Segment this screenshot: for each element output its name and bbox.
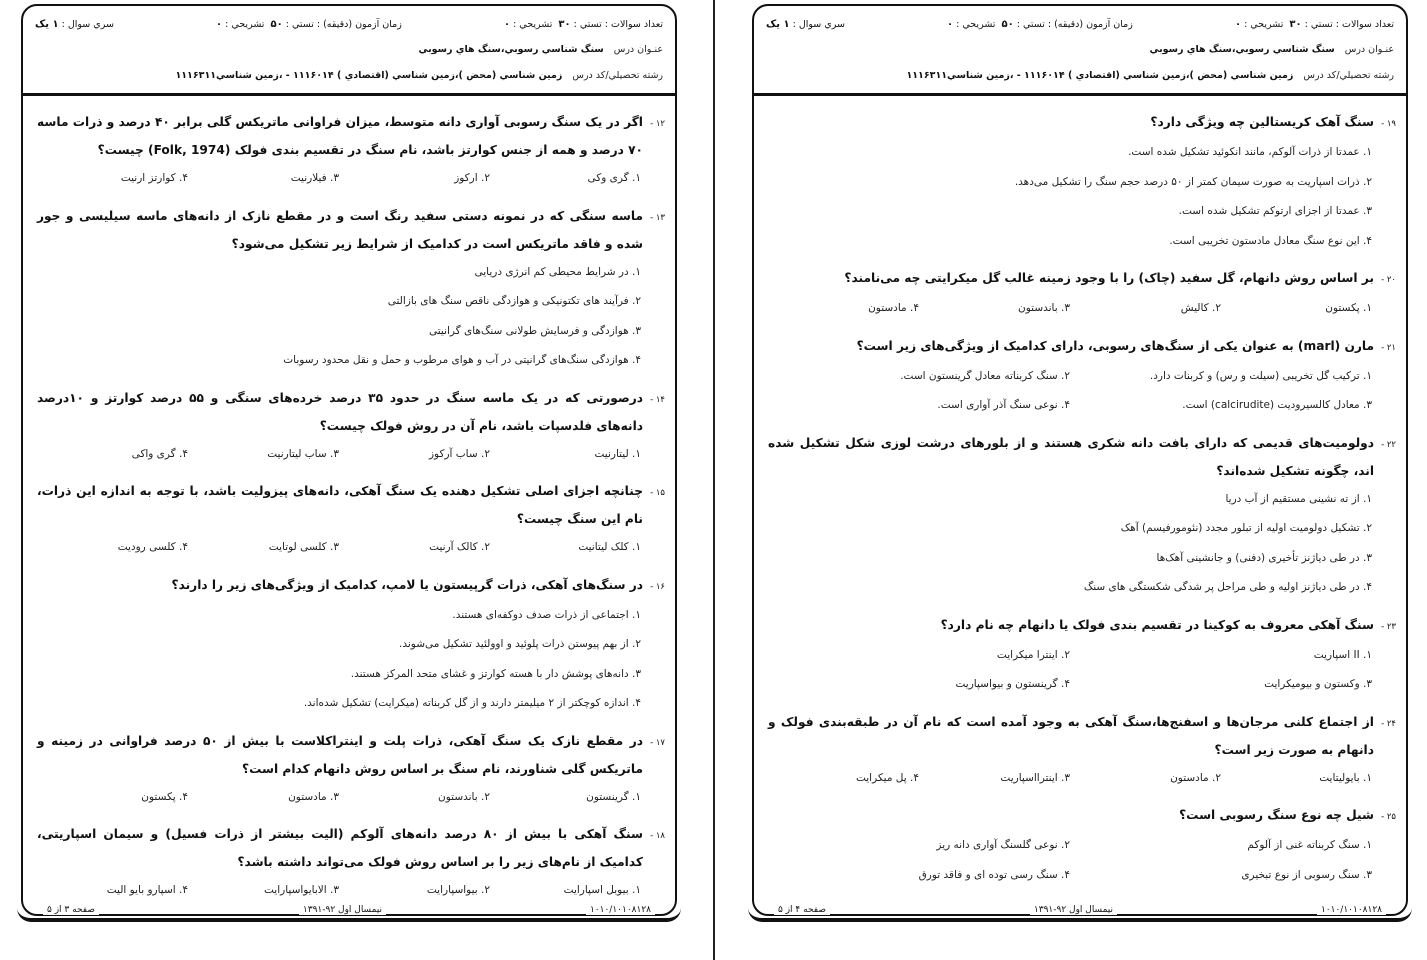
answer-options <box>768 362 1396 421</box>
answer-option[interactable]: ۲. ساب آرکوز <box>428 447 490 460</box>
question-item <box>37 820 665 906</box>
question-text: در سنگ‌های آهکی، ذرات گرپيستون يا لامپ، کداميک از ويژگی‌های زير را دارند؟ <box>171 577 643 592</box>
page-divider <box>713 0 715 960</box>
question-text: سنگ آهک کريستالين چه ويژگی دارد؟ <box>1150 115 1374 129</box>
question-text: بر اساس روش دانهام، گل سفيد (چاک) را با وجود زمينه غالب گل ميکرايتی چه می‌نامند؟ <box>844 271 1374 285</box>
answer-option[interactable]: ۱. اجتماعی از ذرات صدف دوکفه‌ای هستند. <box>452 608 641 621</box>
question-stem <box>768 708 1396 764</box>
header-row-counts <box>35 18 663 32</box>
question-text: مارن (marl) به عنوان يکی از سنگ‌های رسوبی، دارای کداميک از ويژگی‌های زير است؟ <box>856 338 1374 353</box>
question-text: سنگ آهکی با بيش از ۸۰ درصد دانه‌های آلوکم (اليت بيشتر از ذرات فسيل) و سيمان اسپاريتی، کداميک از نام‌های زير را بر اساس روش فولک می‌تواند داشته باشد؟ <box>37 827 643 869</box>
question-item <box>768 429 1396 603</box>
question-stem <box>37 477 665 533</box>
answer-option[interactable]: ۲. سنگ کربناته معادل گرينستون است. <box>900 369 1070 382</box>
question-stem <box>37 571 665 601</box>
answer-option[interactable]: ۳. اينترااسپاريت <box>1000 771 1070 784</box>
answer-option[interactable]: ۲. فرآيند های تکتونيکی و هوازدگی ناقص سنگ های بازالتی <box>387 295 641 307</box>
question-series: سري سوال : ۱ يک <box>766 19 845 30</box>
question-item <box>37 477 665 563</box>
page-footer <box>43 903 655 917</box>
answer-option[interactable]: ۳. فيلارنيت <box>290 172 339 184</box>
answer-options <box>37 533 665 563</box>
question-number: ۲۱ - <box>1381 342 1396 353</box>
answer-options <box>37 164 665 194</box>
answer-option[interactable]: ۱. کلک ليتانيت <box>578 541 641 553</box>
question-number: ۱۸ - <box>650 831 665 841</box>
question-text: چنانچه اجزای اصلی تشکيل دهنده يک سنگ آهکی، دانه‌های پيزوليت باشد، با توجه به اندازه اين ذرات، نام اين سنگ چيست؟ <box>37 484 643 526</box>
question-item <box>37 571 665 719</box>
answer-options <box>37 601 665 719</box>
question-item <box>768 611 1396 700</box>
question-text: اگر در يک سنگ رسوبی آواری دانه متوسط، ميزان فراوانی ماتريکس گلی برابر ۴۰ درصد و ذرات ماسه ۷۰ درصد و همه از جنس کوارتز باشد، نام سنگ در تقسيم بندی فولک (Folk, 1974) چيست؟ <box>37 115 643 157</box>
question-number: ۲۳ - <box>1381 621 1396 632</box>
answer-option[interactable]: ۱. از ته نشينی مستقيم از آب دريا <box>1225 492 1372 505</box>
answer-option[interactable]: ۲. باندستون <box>438 790 490 803</box>
question-number: ۲۵ - <box>1381 812 1396 822</box>
answer-option[interactable]: ۱. بايولیتايت <box>1319 771 1372 784</box>
question-number: ۱۳ - <box>650 212 665 223</box>
header-field: رشته تحصيلي/کد درس زمين شناسي (محض )،زمين شناسي (اقتصادي ) ۱۱۱۶۰۱۴ - ،زمين شناسي۱۱۱۶۳۱۱ <box>906 70 1394 81</box>
answer-option[interactable]: ۴. کلسی روديت <box>117 541 188 553</box>
question-number: ۱۹ - <box>1381 119 1396 129</box>
question-item <box>768 708 1396 794</box>
question-count: تعداد سوالات : تستي : ۳۰ تشريحي : ۰ <box>1234 19 1394 30</box>
question-item <box>37 108 665 194</box>
answer-option[interactable]: ۳. هوازدگی و فرسايش طولانی سنگ‌های گرانيتی <box>428 324 641 337</box>
page-footer <box>774 903 1386 917</box>
answer-option[interactable]: ۳. کلسی لوتايت <box>268 541 339 553</box>
answer-options <box>37 876 665 906</box>
question-number: ۲۰ - <box>1381 275 1396 285</box>
answer-option[interactable]: ۱. در شرايط محيطی کم انرژی دريايی <box>474 265 641 278</box>
questions-list <box>23 102 675 894</box>
answer-option[interactable]: ۴. گری واکی <box>131 447 188 460</box>
answer-option[interactable]: ۲. از بهم پيوستن ذرات پلوئيد و اوولئيد تشکيل می‌شوند. <box>399 638 641 650</box>
answer-option[interactable]: ۴. هوازدگی سنگ‌های گرانيتی در آب و هوای مرطوب و حمل و نقل محدود رسوبات <box>283 354 641 366</box>
answer-options <box>768 831 1396 890</box>
question-item <box>768 332 1396 421</box>
question-number: ۱۷ - <box>650 737 665 748</box>
answer-options <box>768 294 1396 324</box>
question-number: ۲۴ - <box>1381 718 1396 729</box>
answer-option[interactable]: ۲. بيواسپارايت <box>426 884 490 896</box>
answer-option[interactable]: ۴. کوارتز ارنيت <box>120 172 188 184</box>
answer-option[interactable]: ۳. عمدتا از اجزای ارتوکم تشکيل شده است. <box>1178 205 1372 217</box>
question-text: درصورتی که در يک ماسه سنگ در حدود ۳۵ درصد خرده‌های سنگی و ۵۵ درصد کوارتز و ۱۰درصد دانه‌های فلدسپات باشد، نام آن در روش فولک چيست؟ <box>37 390 643 433</box>
answer-option[interactable]: ۱. سنگ کربناته غنی از آلوکم <box>1247 839 1372 851</box>
question-text: ماسه سنگی که در نمونه دستی سفيد رنگ است و در مقطع نازک از دانه‌های ماسه سيليسی و جور شده و فاقد ماتريکس است در کداميک از شرايط زير تشکيل می‌شود؟ <box>37 208 643 251</box>
answer-option[interactable]: ۳. معادل کالسيروديت (calcirudite) است. <box>1182 399 1372 411</box>
answer-option[interactable]: ۳. سنگ رسوبی از نوع تبخيری <box>1241 868 1372 881</box>
questions-list <box>754 102 1406 894</box>
page-header <box>23 6 675 96</box>
answer-option[interactable]: ۱. گرينستون <box>586 790 641 803</box>
exam-time: زمان آزمون (دقيقه) : تستي : ۵۰ تشريحي : ۰ <box>216 19 402 30</box>
answer-options <box>768 138 1396 256</box>
answer-options <box>768 485 1396 603</box>
answer-option[interactable]: ۳. دانه‌های پوشش دار با هسته کوارتز و غشای متحد المرکز هستند. <box>350 667 641 680</box>
answer-option[interactable]: ۴. نوعی سنگ آذر آواری است. <box>937 399 1070 411</box>
question-number: ۱۶ - <box>650 581 665 592</box>
question-stem <box>768 264 1396 294</box>
question-text: دولوميت‌های قديمی که دارای بافت دانه شکری هستند و از بلورهای درشت لوزی شکل تشکيل شده اند، چگونه تشکيل شده‌اند؟ <box>768 435 1374 478</box>
question-stem <box>37 108 665 164</box>
question-number: ۱۴ - <box>650 394 665 405</box>
question-item <box>37 384 665 470</box>
header-course: عنـوان درس سنگ شناسي رسوبي،سنگ هاي رسوبي <box>418 44 663 55</box>
answer-option[interactable]: ۲. ارکوز <box>454 172 490 184</box>
question-series: سري سوال : ۱ يک <box>35 19 114 30</box>
answer-option[interactable]: ۱. II اسپاريت <box>1313 648 1372 661</box>
answer-option[interactable]: ۱. گری وکی <box>587 172 641 184</box>
answer-option[interactable]: ۳. ساب ليتارنيت <box>267 447 339 460</box>
question-number: ۱۲ - <box>650 119 665 129</box>
answer-options <box>37 258 665 376</box>
answer-option[interactable]: ۱. پکستون <box>1325 302 1372 314</box>
answer-option[interactable]: ۳. در طی دیاژنز تأخیری (دفنی) و جانشینی آهک‌ها <box>1156 551 1372 564</box>
page-number: صفحه ۴ از ۵ <box>774 905 830 915</box>
answer-option[interactable]: ۱. ليتارنيت <box>594 447 641 460</box>
answer-options <box>768 764 1396 794</box>
exam-page-4 <box>752 4 1408 916</box>
page-number: صفحه ۳ از ۵ <box>43 905 99 915</box>
question-stem <box>37 820 665 876</box>
answer-option[interactable]: ۱. ترکيب گل تخريبی (سيلت و رس) و کربنات دارد. <box>1149 369 1372 382</box>
answer-options <box>768 641 1396 700</box>
exam-term: نيمسال اول ۹۲-۱۳۹۱ <box>1030 905 1117 915</box>
answer-option[interactable]: ۱. بيوبل اسپارايت <box>563 884 641 896</box>
question-item <box>768 801 1396 890</box>
question-text: از اجتماع کلنی مرجان‌ها و اسفنج‌ها،سنگ آهکی به وجود آمده است که نام آن در طبقه‌بندی فولک و دانهام به صورت زير است؟ <box>768 714 1374 757</box>
answer-option[interactable]: ۲. کاليش <box>1180 302 1221 314</box>
answer-option[interactable]: ۳. مادستون <box>288 790 339 803</box>
question-stem <box>768 108 1396 138</box>
answer-option[interactable]: ۲. نوعی گلسنگ آواری دانه ريز <box>936 839 1070 851</box>
question-text: در مقطع نازک يک سنگ آهکی، ذرات پلت و اينتراکلاست با بيش از ۵۰ درصد فراوانی در زمينه و ماتريکس گلی شناورند، نام سنگ بر اساس روش دانهام کدام است؟ <box>37 733 643 776</box>
question-item <box>768 264 1396 324</box>
question-stem <box>37 384 665 440</box>
question-count: تعداد سوالات : تستي : ۳۰ تشريحي : ۰ <box>503 19 663 30</box>
answer-option[interactable]: ۴. گرينستون و بيواسپاريت <box>955 678 1070 690</box>
answer-option[interactable]: ۲. ذرات اسپاريت به صورت سيمان کمتر از ۵۰ درصد حجم سنگ را تشکيل می‌دهد. <box>1014 175 1372 188</box>
question-stem <box>37 202 665 258</box>
exam-code: ۱۰۱۰/۱۰۱۰۸۱۲۸ <box>1317 905 1386 915</box>
question-text: شيل چه نوع سنگ رسوبی است؟ <box>1179 808 1374 822</box>
question-item <box>768 108 1396 256</box>
answer-option[interactable]: ۴. اين نوع سنگ معادل مادستون تخريبی است. <box>1169 234 1372 247</box>
answer-option[interactable]: ۴. پل ميکرايت <box>855 771 919 784</box>
answer-option[interactable]: ۲. تشکيل دولوميت اوليه از تبلور مجدد (نئومورفيسم) آهک <box>1120 522 1372 534</box>
question-number: ۱۵ - <box>650 488 665 498</box>
answer-options <box>37 783 665 813</box>
question-item <box>37 727 665 813</box>
header-course: عنـوان درس سنگ شناسي رسوبي،سنگ هاي رسوبي <box>1149 44 1394 55</box>
question-stem <box>768 611 1396 641</box>
question-item <box>37 202 665 376</box>
answer-option[interactable]: ۲. اينترا ميکرايت <box>996 648 1070 661</box>
question-stem <box>768 332 1396 362</box>
question-number: ۲۲ - <box>1381 439 1396 450</box>
answer-option[interactable]: ۲. کالک آرنيت <box>429 541 490 553</box>
exam-time: زمان آزمون (دقيقه) : تستي : ۵۰ تشريحي : ۰ <box>947 19 1133 30</box>
answer-option[interactable]: ۴. اسپارو بايو اليت <box>106 884 188 896</box>
exam-term: نيمسال اول ۹۲-۱۳۹۱ <box>299 905 386 915</box>
answer-option[interactable]: ۲. مادستون <box>1170 771 1221 784</box>
answer-option[interactable]: ۴. سنگ رسی توده ای و فاقد تورق <box>918 868 1070 881</box>
page-header <box>754 6 1406 96</box>
exam-code: ۱۰۱۰/۱۰۱۰۸۱۲۸ <box>586 905 655 915</box>
exam-page-3 <box>21 4 677 916</box>
answer-option[interactable]: ۴. در طی دیاژنز اوليه و طی مراحل پر شدگی شکستگی های سنگ <box>1083 581 1372 593</box>
answer-option[interactable]: ۳. باندستون <box>1018 302 1070 314</box>
question-stem <box>37 727 665 783</box>
answer-option[interactable]: ۳. وکستون و بيوميکرايت <box>1264 678 1372 690</box>
answer-options <box>37 440 665 470</box>
question-stem <box>768 801 1396 831</box>
question-text: سنگ آهکی معروف به کوکينا در تقسيم بندی فولک يا دانهام چه نام دارد؟ <box>940 617 1374 632</box>
answer-option[interactable]: ۴. اندازه کوچکتر از ۲ ميليمتر دارند و از گل کربناته (ميکرايت) تشکيل شده‌اند. <box>303 697 641 709</box>
answer-option[interactable]: ۴. مادستون <box>868 302 919 314</box>
header-row-counts <box>766 18 1394 32</box>
question-stem <box>768 429 1396 485</box>
header-field: رشته تحصيلي/کد درس زمين شناسي (محض )،زمين شناسي (اقتصادي ) ۱۱۱۶۰۱۴ - ،زمين شناسي۱۱۱۶۳۱۱ <box>175 70 663 81</box>
answer-option[interactable]: ۱. عمدتا از ذرات آلوکم، مانند انکوئيد تشکيل شده است. <box>1128 146 1372 158</box>
answer-option[interactable]: ۳. الابايواسپارايت <box>264 884 339 896</box>
answer-option[interactable]: ۴. پکستون <box>141 790 188 803</box>
